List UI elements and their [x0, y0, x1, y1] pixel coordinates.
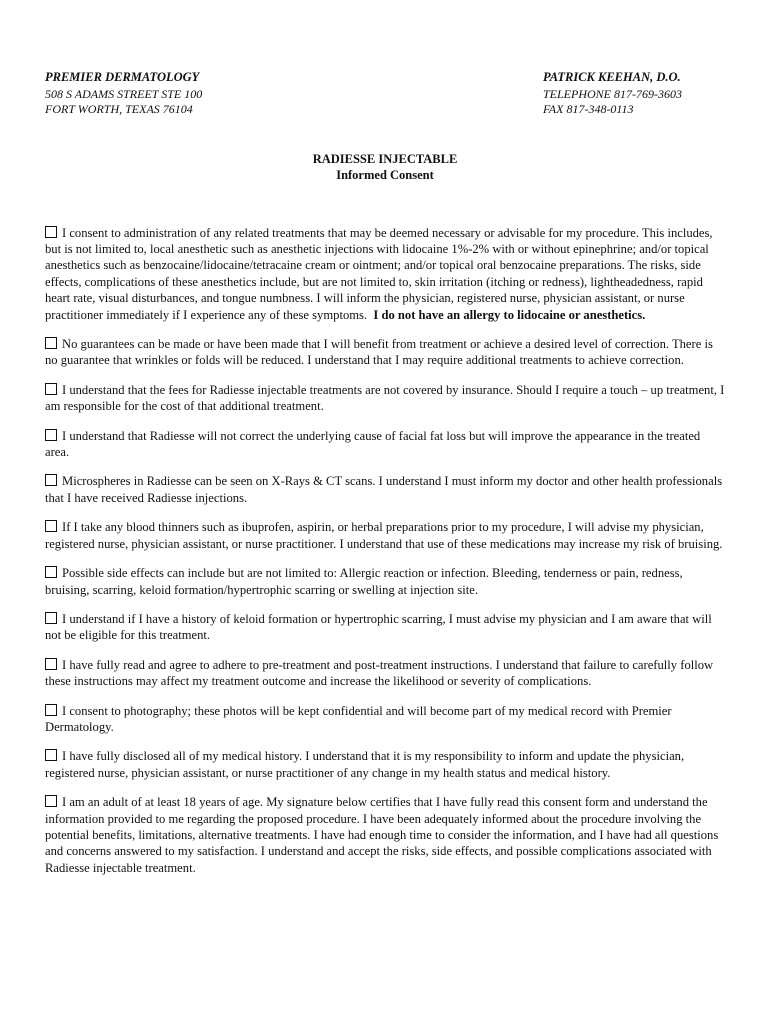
practice-header: [45, 70, 202, 118]
consent-item: [45, 225, 725, 323]
consent-text: I consent to administration of any related treatments that may be deemed necessary or advisable for my procedure. This includes, but is not limited to, local anesthetic such as anesthetic injections with lidocaine 1%-2% with or without epinephrine; and/or topical anesthetics such as benzocaine/lidocaine/tetracaine cream or ointment; and/or topical oral benzocaine preparations. The risks, side effects, complications of these anesthetics include, but are not limited to, skin irritation (itching or redness), lightheadedness, rapid heart rate, visual disturbances, and tongue numbness. I will inform the physician, registered nurse, physician assistant, or nurse practitioner immediately if I experience any of these symptoms.: [45, 225, 713, 322]
allergy-statement: I do not have an allergy to lidocaine or anesthetics.: [373, 307, 646, 322]
consent-checkbox[interactable]: [45, 474, 57, 486]
consent-item: [45, 657, 725, 690]
consent-checkbox[interactable]: [45, 383, 57, 395]
consent-text: I consent to photography; these photos will be kept confidential and will become part of my medical record with Premier Dermatology.: [45, 703, 672, 734]
physician-telephone: TELEPHONE 817-769-3603: [543, 86, 682, 101]
consent-item: [45, 428, 725, 461]
consent-checkbox[interactable]: [45, 566, 57, 578]
physician-fax: FAX 817-348-0113: [543, 102, 634, 116]
physician-header: [543, 70, 682, 118]
physician-name: PATRICK KEEHAN, D.O.: [543, 70, 681, 84]
consent-checkbox[interactable]: [45, 612, 57, 624]
consent-text: I understand that Radiesse will not correct the underlying cause of facial fat loss but will improve the appearance in the treated area.: [45, 428, 701, 460]
consent-item: [45, 565, 725, 598]
consent-item: [45, 473, 725, 506]
form-subtitle: Informed Consent: [336, 168, 434, 182]
consent-text: I understand if I have a history of keloid formation or hypertrophic scarring, I must advise my physician and I am aware that will not be eligible for this treatment.: [45, 611, 712, 643]
consent-text: I am an adult of at least 18 years of age. My signature below certifies that I have fully read this consent form and understand the information provided to me regarding the proposed procedure. I have been adequately informed about the procedure involving the potential benefits, limitations, alternative treatments. I have had enough time to consider the information, and I have had all questions and concerns answered to my satisfaction. I understand and accept the risks, side effects, and possible complications associated with Radiesse injectable treatment.: [45, 795, 719, 875]
consent-text: I have fully read and agree to adhere to pre-treatment and post-treatment instructions. I understand that failure to carefully follow these instructions may affect my treatment outcome and increase the likelihood or severity of complications.: [45, 657, 714, 689]
consent-text: Possible side effects can include but are not limited to: Allergic reaction or infection. Bleeding, tenderness or pain, redness, bruising, scarring, keloid formation/hypertrophic scarring or swelling at injection site.: [45, 566, 683, 597]
consent-item: [45, 794, 725, 876]
consent-item: [45, 519, 725, 552]
consent-item: [45, 336, 725, 369]
consent-checkbox[interactable]: [45, 429, 57, 441]
consent-text: No guarantees can be made or have been made that I will benefit from treatment or achieve a desired level of correction. There is no guarantee that wrinkles or folds will be reduced. I understand that I may require additional treatments to achieve correction.: [45, 337, 713, 368]
consent-checkbox[interactable]: [45, 226, 57, 238]
consent-checkbox[interactable]: [45, 520, 57, 532]
consent-checkbox[interactable]: [45, 704, 57, 716]
consent-items: [45, 212, 725, 889]
consent-item: [45, 703, 725, 736]
consent-text: I have fully disclosed all of my medical history. I understand that it is my responsibility to inform and update the physician, registered nurse, physician assistant, or nurse practitioner of any change in my health status and medical history.: [45, 749, 685, 780]
consent-text: If I take any blood thinners such as ibuprofen, aspirin, or herbal preparations prior to my procedure, I will advise my physician, registered nurse, physician assistant, or nurse practitioner. I understand that use of these medications may increase my risk of bruising.: [45, 520, 723, 551]
consent-checkbox[interactable]: [45, 658, 57, 670]
consent-item: [45, 382, 725, 415]
practice-address-line2: FORT WORTH, TEXAS 76104: [45, 102, 193, 116]
consent-text: I understand that the fees for Radiesse injectable treatments are not covered by insurance. Should I require a touch – up treatment, I am responsible for the cost of that additional treatment.: [45, 382, 725, 414]
consent-checkbox[interactable]: [45, 337, 57, 349]
consent-checkbox[interactable]: [45, 795, 57, 807]
practice-name: PREMIER DERMATOLOGY: [45, 70, 200, 84]
consent-text: Microspheres in Radiesse can be seen on X-Rays & CT scans. I understand I must inform my doctor and other health professionals that I have received Radiesse injections.: [45, 474, 723, 505]
consent-item: [45, 748, 725, 781]
consent-checkbox[interactable]: [45, 749, 57, 761]
document-title: [0, 151, 770, 183]
consent-item: [45, 611, 725, 644]
practice-address-line1: 508 S ADAMS STREET STE 100: [45, 86, 203, 101]
form-title: RADIESSE INJECTABLE: [312, 152, 458, 166]
